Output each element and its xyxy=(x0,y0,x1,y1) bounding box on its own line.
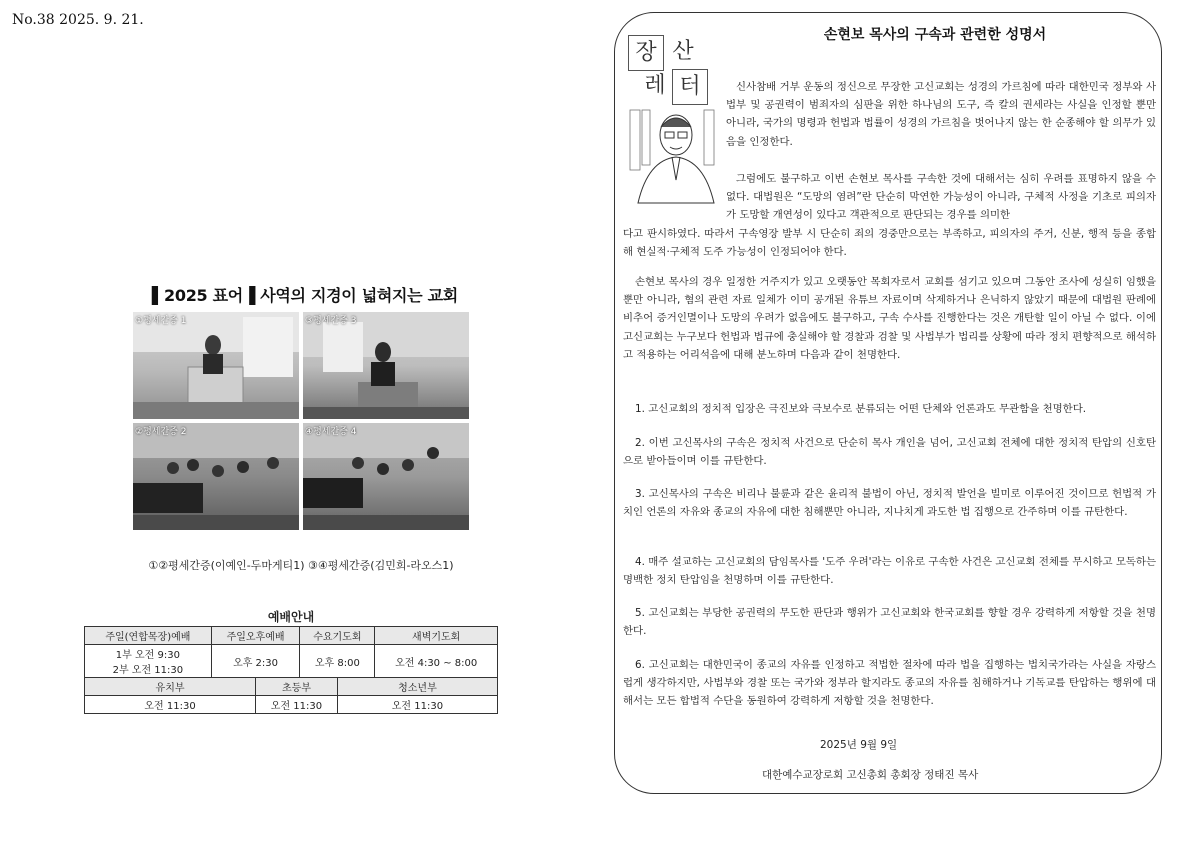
photo-1-scene xyxy=(133,312,299,419)
statement-title: 손현보 목사의 구속과 관련한 성명서 xyxy=(823,27,1047,43)
header-dawn-prayer: 새벽기도회 xyxy=(375,627,498,645)
cell-sunday-service xyxy=(85,645,212,678)
declaration-item-2: 2. 이번 고신목사의 구속은 정치적 사건으로 단순히 목사 개인을 넘어, 고신교회 전체에 대한 정치적 탄압의 신호탄으로 받아들이며 이를 규탄한다. xyxy=(623,437,1156,468)
sunday-service-time-2: 2부 오전 11:30 xyxy=(112,665,184,676)
logo-char-4: 터 xyxy=(672,69,708,105)
photo-1-caption: ①평세간증 1 xyxy=(135,316,187,326)
testimony-photo-2 xyxy=(133,423,299,530)
jangsan-letter-logo xyxy=(628,35,720,205)
header-wednesday-prayer: 수요기도회 xyxy=(300,627,375,645)
photo-4-scene xyxy=(303,423,469,530)
cell-sunday-afternoon: 오후 2:30 xyxy=(211,645,300,678)
header-sunday-service: 주일(연합목장)예배 xyxy=(85,627,212,645)
cell-youth: 오전 11:30 xyxy=(337,696,497,714)
testimony-photo-3 xyxy=(303,312,469,419)
paragraph-2b: 다고 판시하였다. 따라서 구속영장 발부 시 단순히 죄의 경중만으로는 부족하고, 피의자의 주거, 신분, 행적 등을 종합해 현실적·구체적 도주 가능성이 인정되어야 한다. xyxy=(623,228,1156,259)
statement-signature: 대한예수교장로회 고신총회 총회장 정태진 목사 xyxy=(762,769,979,781)
cell-dawn-prayer: 오전 4:30 ~ 8:00 xyxy=(375,645,498,678)
photo-grid xyxy=(133,312,469,532)
logo-char-1: 장 xyxy=(628,35,664,71)
photo-3-caption: ③평세간증 3 xyxy=(305,316,357,326)
logo-char-2: 산 xyxy=(672,39,694,64)
cell-wednesday-prayer: 오후 8:00 xyxy=(300,645,375,678)
photo-2-scene xyxy=(133,423,299,530)
sunday-service-time-1: 1부 오전 9:30 xyxy=(115,650,180,661)
photo-3-scene xyxy=(303,312,469,419)
photo-caption: ①②평세간증(이예인-두마게티1) ③④평세간증(김민희-라오스1) xyxy=(148,559,454,572)
logo-char-3: 레 xyxy=(644,73,666,98)
declaration-item-4: 4. 매주 설교하는 고신교회의 담임목사를 '도주 우려'라는 이유로 구속한 사건은 고신교회 전체를 무시하고 모독하는 명백한 정치 탄압임을 천명하며 이를 규탄한다. xyxy=(623,556,1156,587)
declaration-item-6: 6. 고신교회는 대한민국이 종교의 자유를 인정하고 적법한 절차에 따라 법을 집행하는 법치국가라는 사실을 자랑스럽게 생각하지만, 사법부와 경찰 또는 국가와 정부라 할지라도 종교의 자유를 침해하거나 기독교를 탄압하는 행위에 대해서는 모든 합법적 수단을 동원하여 강력하게 저항할 것을 천명한다. xyxy=(623,659,1156,708)
pastor-portrait-sketch xyxy=(628,105,720,205)
paragraph-1: 신사참배 거부 운동의 정신으로 무장한 고신교회는 성경의 가르침에 따라 대한민국 정부와 사법부 및 공권력이 범죄자의 심판을 위한 하나님의 도구, 즉 칼의 권세라는 사실을 인정할 뿐만 아니라, 국가의 명령과 헌법과 법률이 성경의 가르침을 벗어나지 않는 한 순종해야 할 의무가 있음을 인정한다. xyxy=(726,81,1156,148)
header-kindergarten: 유치부 xyxy=(85,678,256,696)
declaration-item-3: 3. 고신목사의 구속은 비리나 불륜과 같은 윤리적 불법이 아닌, 정치적 발언을 빌미로 이루어진 것이므로 헌법적 가치인 언론의 자유와 종교의 자유에 대한 침해뿐만 아니라, 지나치게 과도한 법 집행으로 간주하며 이를 규탄한다. xyxy=(623,488,1156,519)
paragraph-2a: 그럼에도 불구하고 이번 손현보 목사를 구속한 것에 대해서는 심히 우려를 표명하지 않을 수 없다. 대법원은 “도망의 염려”란 단순히 막연한 가능성이 아니라, 구체적 사정을 기초로 피의자가 도망할 개연성이 있다고 객관적으로 판단되는 경우를 의미한 xyxy=(726,173,1156,222)
declaration-item-1: 1. 고신교회의 정치적 입장은 극진보와 극보수로 분류되는 어떤 단체와 언론과도 무관함을 천명한다. xyxy=(635,403,1087,415)
issue-number: No.38 2025. 9. 21. xyxy=(12,12,144,28)
paragraph-3: 손현보 목사의 경우 일정한 거주지가 있고 오랫동안 목회자로서 교회를 섬기고 있으며 그동안 조사에 성실히 임했을 뿐만 아니라, 혐의 관련 자료 일체가 이미 공개된 유튜브 자료이며 삭제하거나 은닉하지 않았기 때문에 대법원 판례에 비추어 증거인멸이나 도망의 우려가 없음에도 불구하고, 구속 수사를 진행한다는 것은 개탄할 일이 아닐 수 없다. 이에 고신교회는 누구보다 헌법과 법규에 충실해야 할 경찰과 검찰 및 사법부가 법리를 상황에 따라 정치 편향적으로 해석하고 적용하는 어리석음에 대해 분노하며 다음과 같이 천명한다. xyxy=(623,276,1156,361)
statement-date: 2025년 9월 9일 xyxy=(820,739,898,751)
worship-table-title: 예배안내 xyxy=(85,608,498,627)
testimony-photo-1 xyxy=(133,312,299,419)
photo-2-caption: ②평세간증 2 xyxy=(135,427,187,437)
photo-4-caption: ④평세간증 4 xyxy=(305,427,357,437)
worship-schedule-table xyxy=(84,608,498,714)
cell-kindergarten: 오전 11:30 xyxy=(85,696,256,714)
header-youth: 청소년부 xyxy=(337,678,497,696)
testimony-photo-4 xyxy=(303,423,469,530)
header-sunday-afternoon: 주일오후예배 xyxy=(211,627,300,645)
cell-elementary: 오전 11:30 xyxy=(256,696,338,714)
header-elementary: 초등부 xyxy=(256,678,338,696)
motto-title: ▌2025 표어▐ 사역의 지경이 넓혀지는 교회 xyxy=(152,286,458,305)
declaration-item-5: 5. 고신교회는 부당한 공권력의 무도한 판단과 행위가 고신교회와 한국교회를 향할 경우 강력하게 저항할 것을 천명한다. xyxy=(623,607,1156,638)
